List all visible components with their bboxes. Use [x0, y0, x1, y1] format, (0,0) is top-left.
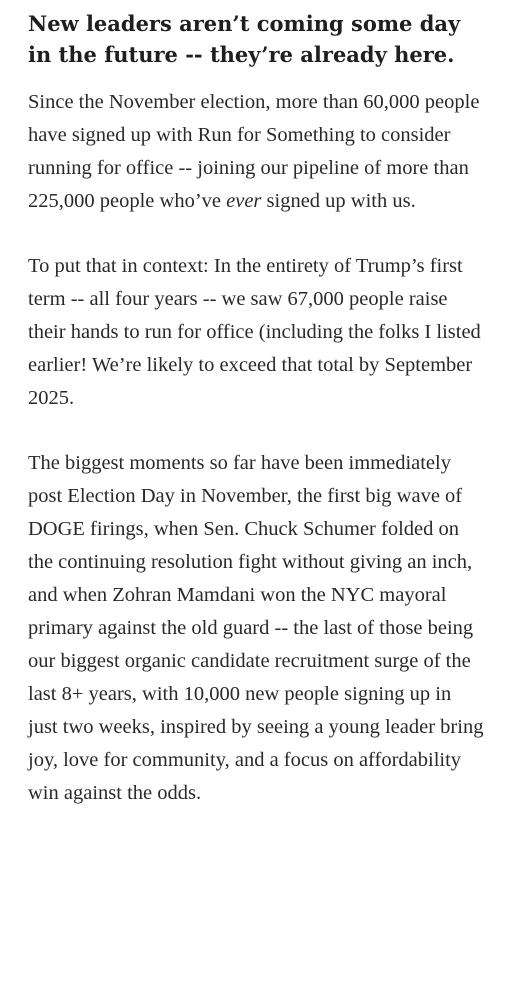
paragraph-signups-text-end: signed up with us. — [261, 190, 416, 212]
paragraph-signups-text-start: Since the November election, more than 60,000 people have signed up with Run for Something to consider running for office -- joining our pipeline of more than 225,000 people who’ve — [28, 91, 480, 212]
paragraph-signups — [28, 86, 484, 218]
paragraph-context: To put that in context: In the entirety of Trump’s first term -- all four years -- we saw 67,000 people raise their hands to run for office (including the folks I listed earlier! We’re likely to exceed that total by September 2025. — [28, 255, 481, 409]
emphasis-ever: ever — [226, 190, 262, 212]
section-heading: New leaders aren’t coming some day in the future -- they’re already here. — [28, 11, 461, 67]
paragraph-biggest-moments: The biggest moments so far have been immediately post Election Day in November, the first big wave of DOGE firings, when Sen. Chuck Schumer folded on the continuing resolution fight without giving an inch, and when Zohran Mamdani won the NYC mayoral primary against the old guard -- the last of those being our biggest organic candidate recruitment surge of the last 8+ years, with 10,000 new people signing up in just two weeks, inspired by seeing a young leader bring joy, love for community, and a focus on affordability win against the odds. — [28, 452, 484, 804]
